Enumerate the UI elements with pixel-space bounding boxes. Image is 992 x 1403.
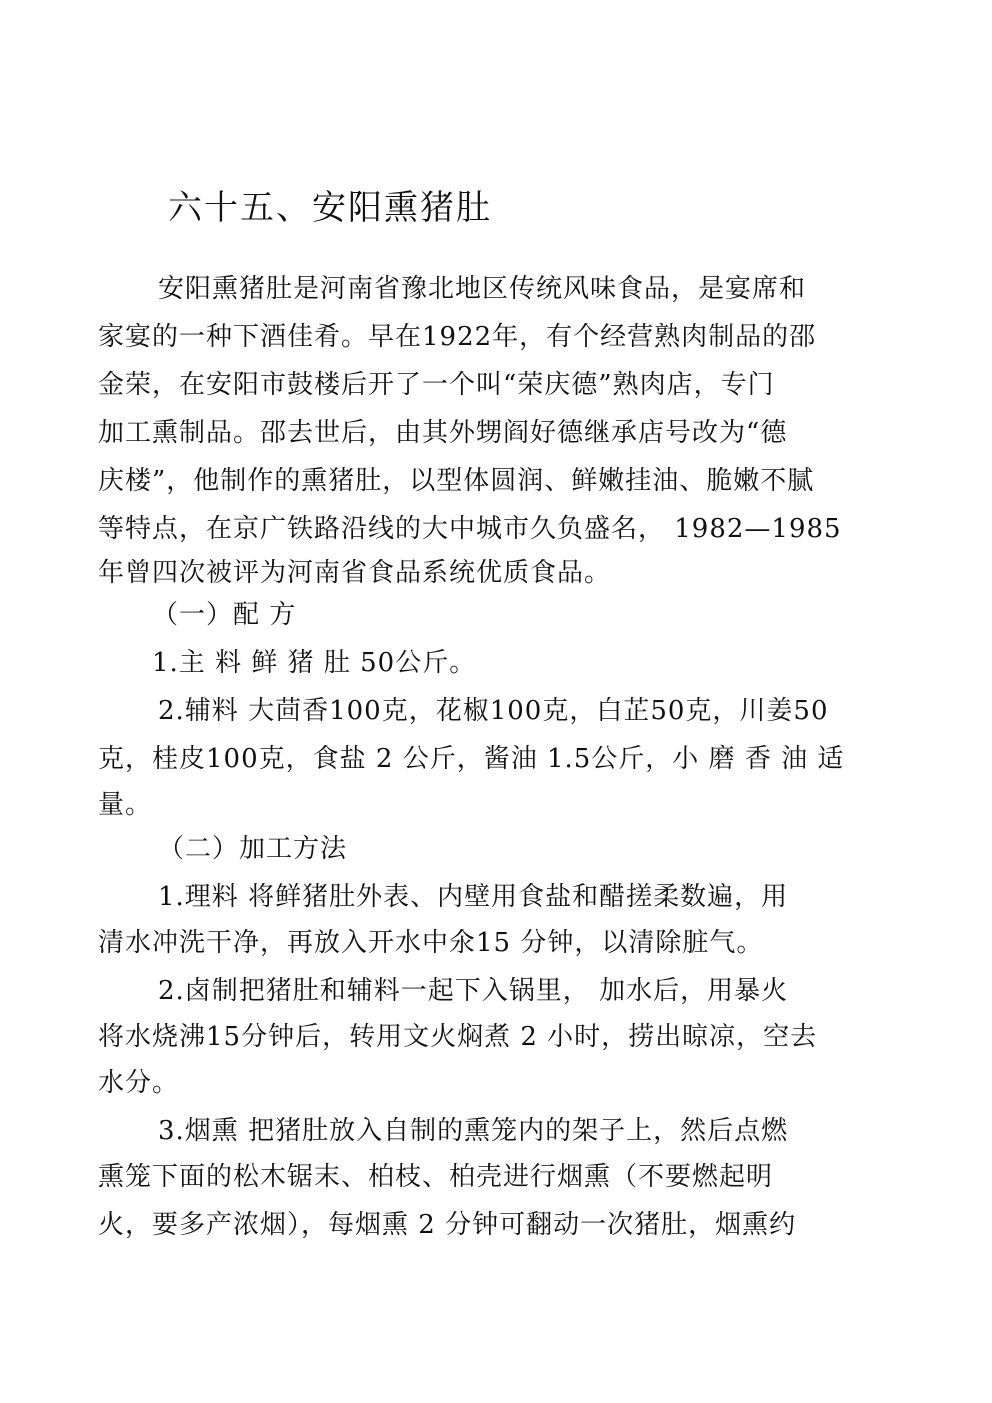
text-line: 等特点，在京广铁路沿线的大中城市久负盛名， 1982—1985 [98,514,842,544]
text-line: 熏笼下面的松木锯末、柏枝、柏壳进行烟熏（不要燃起明 [98,1162,774,1192]
text-line: 火，要多产浓烟），每烟熏 2 分钟可翻动一次猪肚，烟熏约 [98,1210,797,1240]
text-line: 年曾四次被评为河南省食品系统优质食品。 [98,558,612,588]
section-heading: （一）配 方 [152,600,297,630]
text-line: 家宴的一种下酒佳肴。早在1922年，有个经营熟肉制品的邵 [98,322,817,352]
section-heading: （二）加工方法 [158,834,348,864]
text-line: 安阳熏猪肚是河南省豫北地区传统风味食品，是宴席和 [158,274,807,304]
text-line: 量。 [98,790,153,820]
text-line: 水分。 [98,1068,180,1098]
text-line: 将水烧沸15分钟后，转用文火焖煮 2 小时，捞出晾凉，空去 [98,1022,818,1052]
text-line: 3.烟熏 把猪肚放入自制的熏笼内的架子上，然后点燃 [158,1116,789,1146]
text-line: 清水冲洗干净，再放入开水中氽15 分钟，以清除脏气。 [98,928,764,958]
text-line: 加工熏制品。邵去世后，由其外甥阎好德继承店号改为“德 [98,418,788,448]
page-title: 六十五、安阳熏猪肚 [168,188,492,228]
text-line: 1.理料 将鲜猪肚外表、内壁用食盐和醋搓柔数遍，用 [158,882,789,912]
text-line: 金荣，在安阳市鼓楼后开了一个叫“荣庆德”熟肉店，专门 [98,370,775,400]
text-line: 1.主 料 鲜 猪 肚 50公斤。 [152,648,477,678]
text-line: 庆楼”，他制作的熏猪肚，以型体圆润、鲜嫩挂油、脆嫩不腻 [98,466,815,496]
text-line: 2.卤制把猪肚和辅料一起下入锅里， 加水后，用暴火 [158,976,789,1006]
text-line: 克，桂皮100克，食盐 2 公斤，酱油 1.5公斤，小 磨 香 油 适 [98,744,845,774]
text-line: 2.辅料 大茴香100克，花椒100克，白芷50克，川姜50 [158,696,829,726]
